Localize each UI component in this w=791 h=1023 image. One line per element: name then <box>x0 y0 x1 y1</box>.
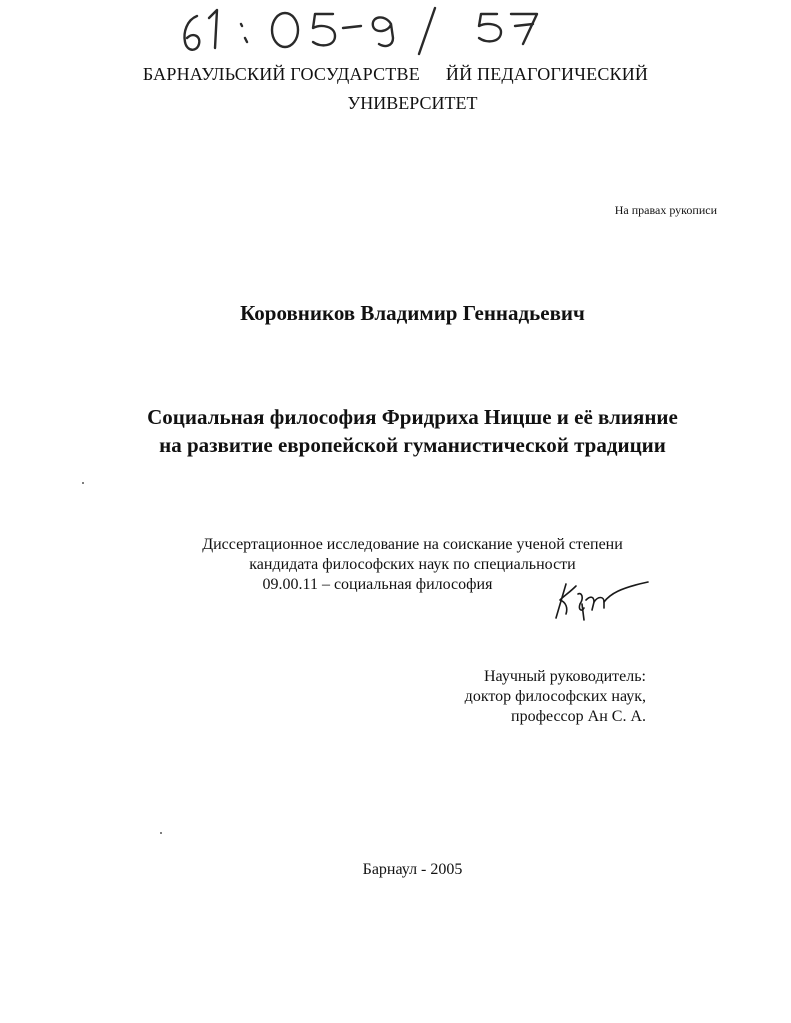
author-name: Коровников Владимир Геннадьевич <box>240 301 585 325</box>
description-line2: кандидата философских наук по специальности <box>249 556 576 573</box>
dissertation-title <box>0 403 791 459</box>
supervisor-line3: профессор Ан С. А. <box>511 708 646 725</box>
scientific-supervisor <box>465 667 646 727</box>
city-year: Барнаул - 2005 <box>362 861 463 878</box>
scan-speck <box>160 832 162 834</box>
university-name-right: ЙЙ ПЕДАГОГИЧЕСКИЙ <box>445 64 649 84</box>
handwritten-catalog-code <box>175 2 575 60</box>
manuscript-rights-note: На правах рукописи <box>614 203 717 217</box>
description-line3: 09.00.11 – социальная философия <box>262 576 493 593</box>
scan-speck <box>82 482 84 484</box>
university-name-line2: УНИВЕРСИТЕТ <box>347 93 478 113</box>
supervisor-line2: доктор философских наук, <box>464 688 646 705</box>
signature-drawing <box>548 574 658 624</box>
university-name-left: БАРНАУЛЬСКИЙ ГОСУДАРСТВЕ <box>142 64 420 84</box>
supervisor-line1: Научный руководитель: <box>483 668 646 685</box>
description-line1: Диссертационное исследование на соискание ученой степени <box>202 536 623 553</box>
title-line2: на развитие европейской гуманистической традиции <box>159 433 666 457</box>
handwritten-signature <box>548 574 658 624</box>
university-name-line1 <box>0 64 791 85</box>
title-line1: Социальная философия Фридриха Ницше и её влияние <box>147 405 678 429</box>
dissertation-description <box>0 535 791 595</box>
